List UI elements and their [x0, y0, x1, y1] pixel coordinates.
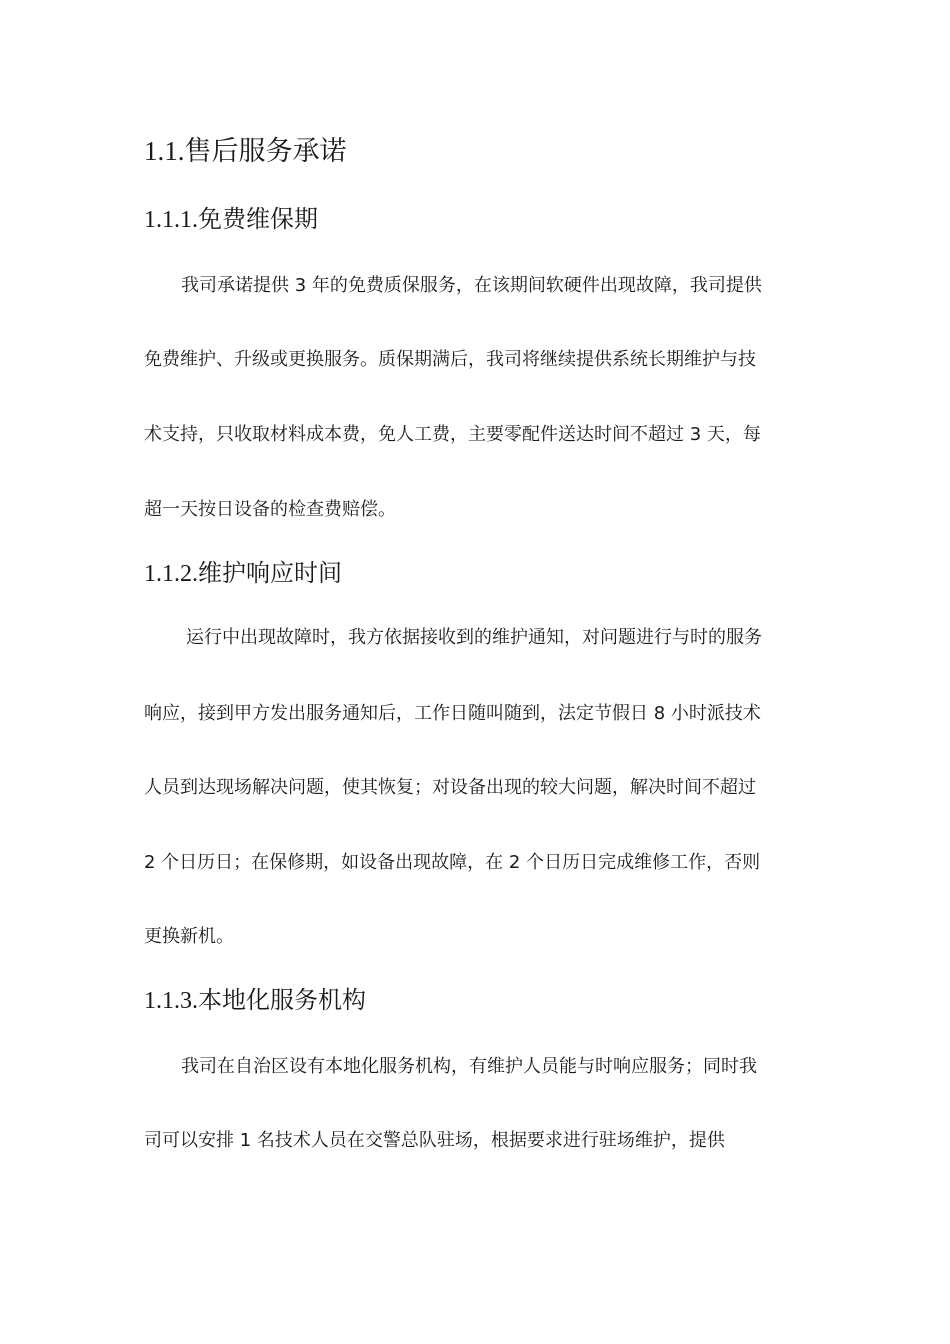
subsection-heading-3 — [144, 985, 366, 1016]
paragraph-line: 我司在自治区设有本地化服务机构，有维护人员能与时响应服务；同时我 — [181, 1056, 757, 1077]
subsection-number: 1.1.1. — [144, 207, 198, 233]
paragraph-line: 更换新机。 — [144, 926, 234, 947]
subsection-title: 免费维保期 — [198, 205, 318, 233]
subsection-title: 维护响应时间 — [198, 559, 342, 587]
paragraph-line: 人员到达现场解决问题，使其恢复；对设备出现的较大问题，解决时间不超过 — [144, 777, 756, 798]
paragraph-line: 2 个日历日；在保修期，如设备出现故障，在 2 个日历日完成维修工作，否则 — [144, 852, 761, 873]
paragraph-line: 我司承诺提供 3 年的免费质保服务，在该期间软硬件出现故障，我司提供 — [181, 275, 762, 296]
section-heading — [144, 134, 347, 169]
section-number: 1.1. — [144, 136, 185, 166]
paragraph-line: 运行中出现故障时，我方依据接收到的维护通知，对问题进行与时的服务 — [186, 627, 762, 648]
subsection-title: 本地化服务机构 — [198, 986, 366, 1014]
subsection-heading-1 — [144, 204, 318, 235]
paragraph-line: 术支持，只收取材料成本费，免人工费，主要零配件送达时间不超过 3 天，每 — [144, 424, 761, 445]
paragraph-line: 响应，接到甲方发出服务通知后，工作日随叫随到，法定节假日 8 小时派技术 — [144, 703, 761, 724]
subsection-number: 1.1.3. — [144, 988, 198, 1014]
paragraph-line: 司可以安排 1 名技术人员在交警总队驻场，根据要求进行驻场维护，提供 — [144, 1130, 725, 1151]
subsection-heading-2 — [144, 558, 342, 589]
section-title: 售后服务承诺 — [184, 136, 347, 167]
paragraph-line: 免费维护、升级或更换服务。质保期满后，我司将继续提供系统长期维护与技 — [144, 349, 756, 370]
subsection-number: 1.1.2. — [144, 561, 198, 587]
paragraph-line: 超一天按日设备的检查费赔偿。 — [144, 499, 396, 520]
